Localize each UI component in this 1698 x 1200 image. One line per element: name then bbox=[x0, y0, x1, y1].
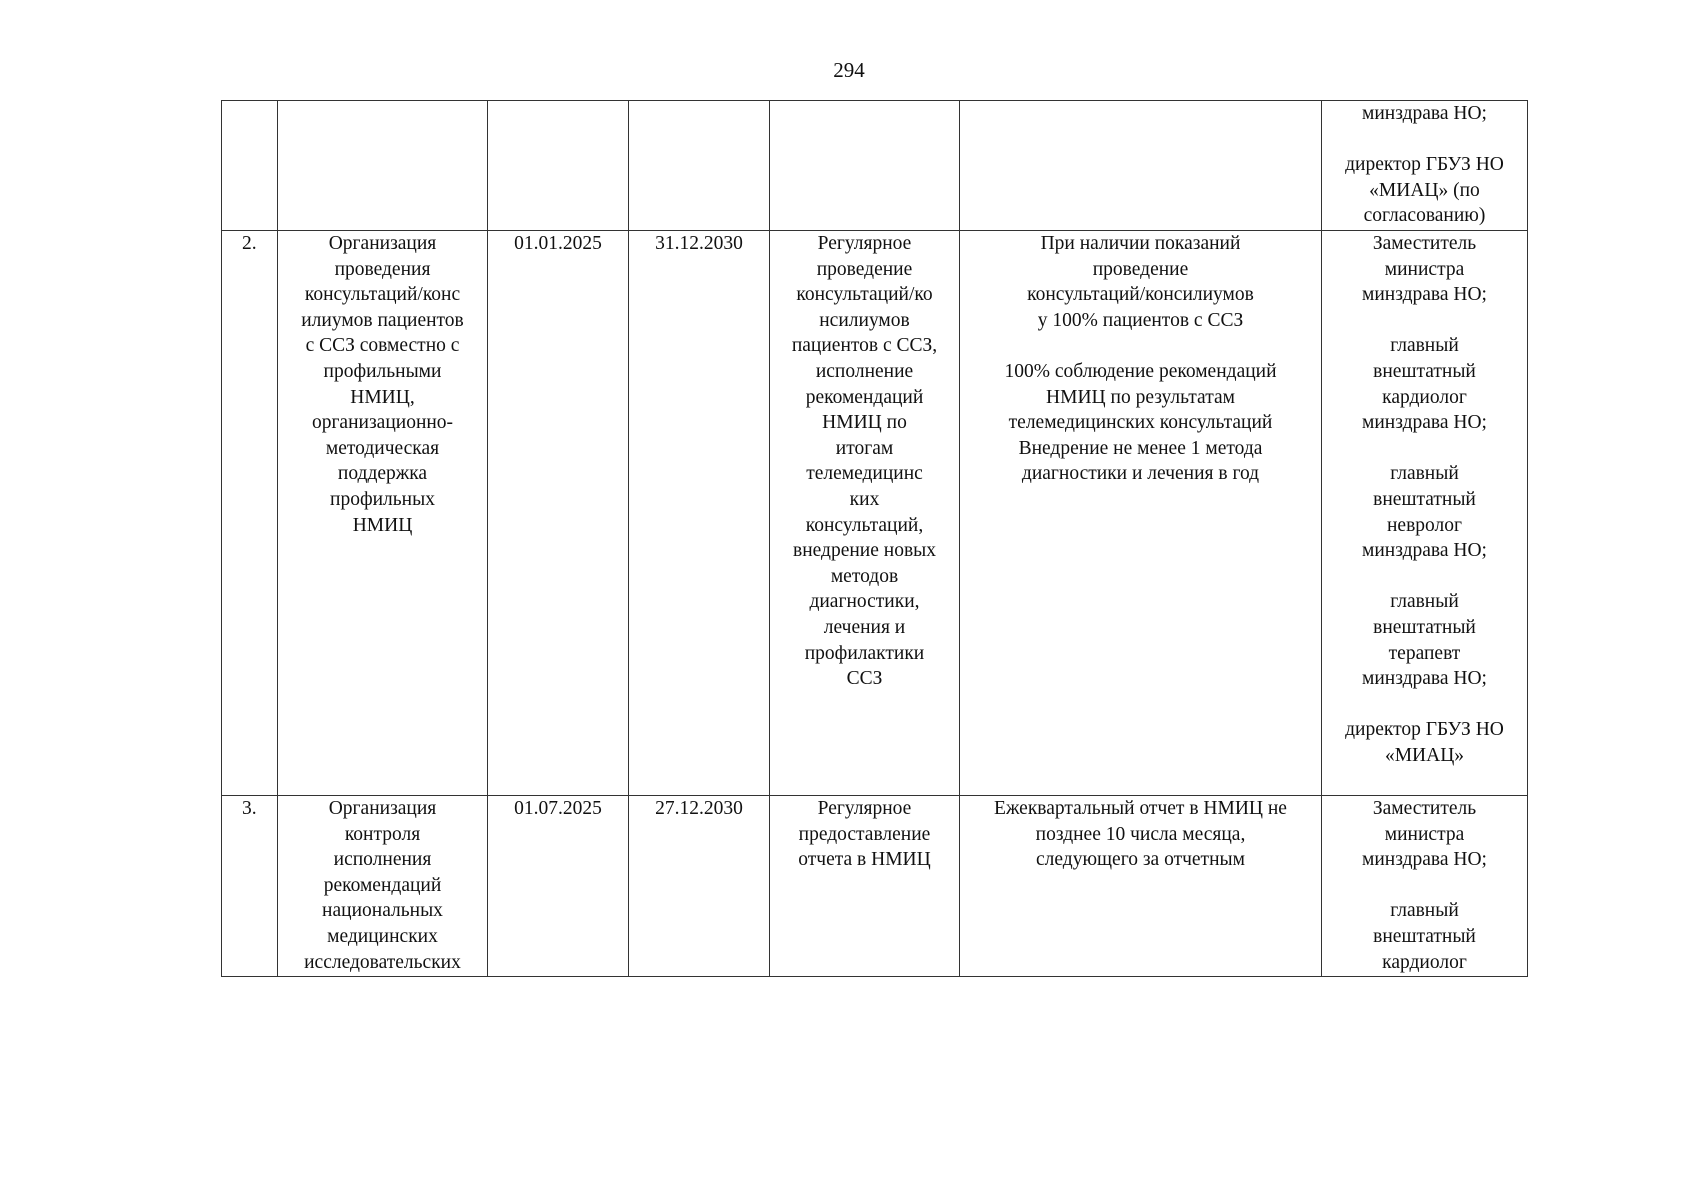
cell-line: у 100% пациентов с ССЗ bbox=[1037, 309, 1244, 331]
cell-line: министра bbox=[1384, 258, 1465, 280]
page-number: 294 bbox=[833, 58, 865, 82]
cell-line: согласованию) bbox=[1363, 205, 1486, 227]
table-row bbox=[222, 101, 1528, 231]
cell-line: диагностики и лечения в год bbox=[1021, 463, 1260, 485]
paragraph-gap bbox=[1324, 692, 1525, 718]
paragraph-gap bbox=[1324, 564, 1525, 590]
cell-line: следующего за отчетным bbox=[1036, 849, 1245, 871]
start-date-cell: 01.01.2025 bbox=[488, 231, 629, 796]
responsible-cell bbox=[1322, 101, 1528, 231]
cell-line: минздрава НО; bbox=[1362, 412, 1487, 434]
cell-line: Заместитель bbox=[1372, 233, 1477, 254]
cell-line: внештатный bbox=[1373, 360, 1476, 382]
cell-line: с ССЗ совместно с bbox=[305, 335, 460, 357]
cell-line: главный bbox=[1390, 591, 1459, 613]
cell-line: внештатный bbox=[1373, 616, 1476, 638]
cell-line: НМИЦ, bbox=[350, 386, 415, 408]
cell-line: внештатный bbox=[1373, 488, 1476, 510]
cell-line: минздрава НО; bbox=[1362, 668, 1487, 690]
end-date-cell: 31.12.2030 bbox=[629, 231, 770, 796]
activity-cell bbox=[278, 796, 488, 977]
responsible-cell bbox=[1322, 796, 1528, 977]
cell-line: исполнения bbox=[333, 849, 432, 871]
cell-line: нсилиумов bbox=[819, 309, 910, 331]
paragraph-gap bbox=[1324, 436, 1525, 462]
end-date-cell: 27.12.2030 bbox=[629, 796, 770, 977]
cell-line: минздрава НО; bbox=[1362, 103, 1487, 124]
cell-line: рекомендаций bbox=[323, 874, 442, 896]
row-number-cell: 3. bbox=[222, 796, 278, 977]
cell-line: минздрава НО; bbox=[1362, 849, 1487, 871]
cell-line: проведение bbox=[816, 258, 913, 280]
paragraph-gap bbox=[962, 333, 1319, 359]
cell-line: НМИЦ bbox=[352, 514, 413, 536]
cell-line: профилактики bbox=[804, 642, 925, 664]
cell-line: проведение bbox=[1092, 258, 1189, 280]
cell-line: организационно- bbox=[311, 412, 454, 434]
cell-line: консультаций/консилиумов bbox=[1027, 284, 1254, 306]
cell-line: медицинских bbox=[327, 925, 438, 947]
cell-line: профильных bbox=[330, 488, 435, 510]
cell-line: методическая bbox=[325, 437, 440, 459]
cell-line: главный bbox=[1390, 335, 1459, 357]
cell-line: минздрава НО; bbox=[1362, 540, 1487, 562]
cell-line: лечения и bbox=[823, 616, 906, 638]
cell-line: исследовательских bbox=[304, 951, 461, 973]
cell-line: консультаций/ко bbox=[796, 284, 933, 306]
end-date-cell bbox=[629, 101, 770, 231]
start-date-cell: 01.07.2025 bbox=[488, 796, 629, 977]
cell-line: НМИЦ по результатам bbox=[1046, 386, 1235, 408]
cell-line: кардиолог bbox=[1382, 386, 1467, 408]
activity-cell bbox=[278, 231, 488, 796]
start-date-cell bbox=[488, 101, 629, 231]
cell-line: Внедрение не менее 1 метода bbox=[1018, 437, 1263, 459]
cell-line: директор ГБУЗ НО bbox=[1345, 719, 1504, 741]
responsible-cell bbox=[1322, 231, 1528, 796]
cell-line: внештатный bbox=[1373, 925, 1476, 947]
indicator-cell bbox=[960, 101, 1322, 231]
cell-line: отчета в НМИЦ bbox=[798, 849, 931, 871]
cell-line: главный bbox=[1390, 900, 1459, 922]
cell-line: ССЗ bbox=[846, 668, 883, 690]
activity-cell bbox=[278, 101, 488, 231]
cell-line: министра bbox=[1384, 823, 1465, 845]
cell-line: Регулярное bbox=[817, 233, 912, 254]
cell-line: проведения bbox=[334, 258, 431, 280]
cell-line: предоставление bbox=[798, 823, 931, 845]
cell-line: илиумов пациентов bbox=[301, 309, 464, 331]
cell-line: консультаций, bbox=[805, 514, 924, 536]
cell-line: телемедицинс bbox=[806, 463, 923, 485]
cell-line: Организация bbox=[328, 798, 437, 819]
cell-line: «МИАЦ» bbox=[1384, 744, 1465, 766]
cell-line: телемедицинских консультаций bbox=[1008, 412, 1273, 434]
cell-line: итогам bbox=[835, 437, 894, 459]
cell-line: контроля bbox=[344, 823, 421, 845]
cell-line: профильными bbox=[323, 360, 442, 382]
cell-line: «МИАЦ» (по bbox=[1369, 179, 1480, 201]
cell-line: внедрение новых bbox=[792, 540, 936, 562]
cell-line: При наличии показаний bbox=[1040, 233, 1241, 254]
row-number-cell: 2. bbox=[222, 231, 278, 796]
cell-line: ких bbox=[849, 488, 880, 510]
cell-line: Организация bbox=[328, 233, 437, 254]
cell-line: диагностики, bbox=[809, 591, 920, 613]
cell-line: рекомендаций bbox=[805, 386, 924, 408]
cell-line: исполнение bbox=[815, 360, 914, 382]
cell-line: Регулярное bbox=[817, 798, 912, 819]
result-cell bbox=[770, 101, 960, 231]
cell-line: методов bbox=[830, 565, 899, 587]
row-number-cell bbox=[222, 101, 278, 231]
table-row bbox=[222, 796, 1528, 977]
cell-line: 100% соблюдение рекомендаций bbox=[1004, 360, 1277, 382]
cell-line: главный bbox=[1390, 463, 1459, 485]
cell-line: поддержка bbox=[337, 463, 428, 485]
cell-line: консультаций/конс bbox=[304, 284, 461, 306]
paragraph-gap bbox=[1324, 873, 1525, 899]
cell-line: минздрава НО; bbox=[1362, 284, 1487, 306]
paragraph-gap bbox=[1324, 127, 1525, 153]
paragraph-gap bbox=[1324, 308, 1525, 334]
cell-line: Ежеквартальный отчет в НМИЦ не bbox=[994, 798, 1287, 819]
cell-line: национальных bbox=[322, 900, 443, 922]
cell-line: кардиолог bbox=[1382, 951, 1467, 973]
cell-line: пациентов с ССЗ, bbox=[791, 335, 938, 357]
table-row bbox=[222, 231, 1528, 796]
result-cell bbox=[770, 796, 960, 977]
cell-line: Заместитель bbox=[1372, 798, 1477, 819]
indicator-cell bbox=[960, 231, 1322, 796]
cell-line: позднее 10 числа месяца, bbox=[1035, 823, 1246, 845]
result-cell bbox=[770, 231, 960, 796]
cell-line: директор ГБУЗ НО bbox=[1345, 154, 1504, 176]
cell-line: невролог bbox=[1386, 514, 1463, 536]
activity-plan-table bbox=[221, 100, 1528, 977]
cell-line: НМИЦ по bbox=[822, 412, 907, 434]
indicator-cell bbox=[960, 796, 1322, 977]
cell-line: терапевт bbox=[1388, 642, 1461, 664]
